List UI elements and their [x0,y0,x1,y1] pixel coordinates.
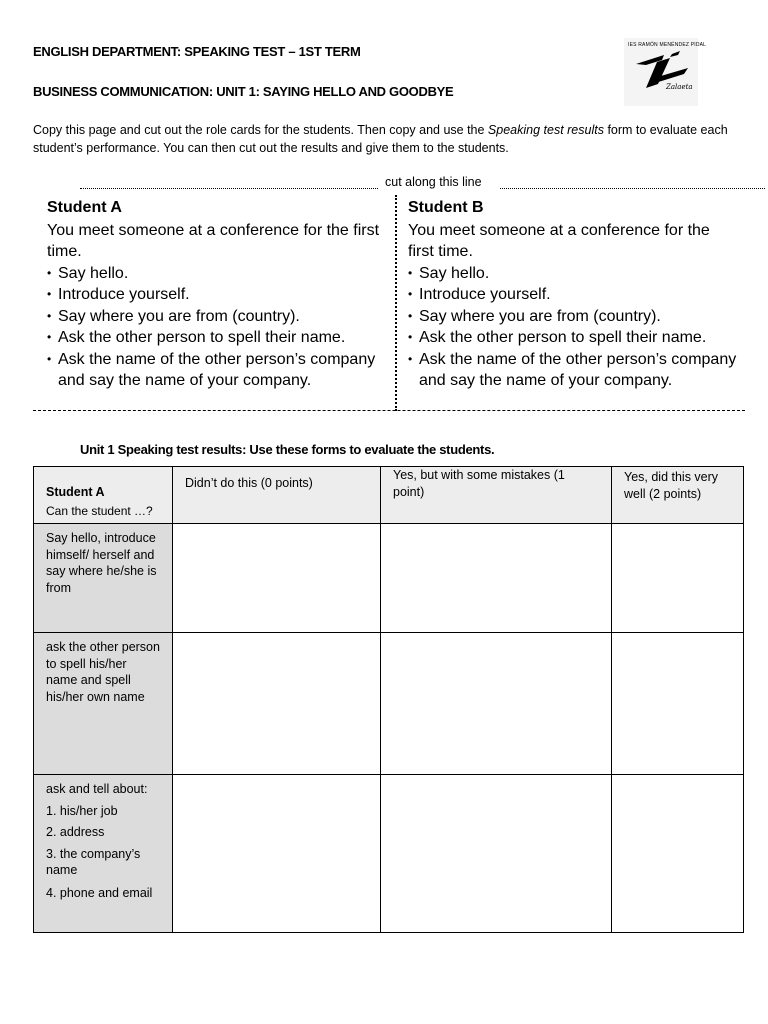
instructions-paragraph: Copy this page and cut out the role cards for the students. Then copy and use the Speaking test results form to evaluate each student’s performance. You can then cut out the results and give them to the students. [33,123,728,155]
criterion-item: 4. phone and email [46,885,153,900]
card-divider [395,195,397,411]
role-card-task: • Say where you are from (country). [408,306,738,328]
header-question-label: Can the student …? [46,503,153,518]
score-cell[interactable] [612,775,744,933]
role-card-task: • Ask the other person to spell their name. [408,327,738,349]
role-card-title: Student B [408,199,484,216]
role-card-task: • Say hello. [47,263,387,285]
criterion-cell: Say hello, introduce himself/ herself and say where he/she is from [34,524,173,633]
header-subtitle: BUSINESS COMMUNICATION: UNIT 1: SAYING HELLO AND GOODBYE [33,84,454,99]
header-col-two-points: Yes, did this very well (2 points) [612,467,744,524]
results-title: Unit 1 Speaking test results: Use these forms to evaluate the students. [80,442,495,457]
role-card-intro: You meet someone at a conference for the first time. [408,221,710,260]
role-card-student-a [47,197,387,392]
cut-line-label: cut along this line [385,175,482,189]
score-cell[interactable] [381,775,612,933]
role-card-task: • Introduce yourself. [47,284,387,306]
score-cell[interactable] [381,633,612,775]
criterion-item: 3. the company’s name [46,846,141,877]
instructions-emphasis: Speaking test results [487,123,604,137]
logo-signature: Zalaeta [666,83,693,91]
score-cell[interactable] [173,633,381,775]
role-card-task: • Ask the name of the other person’s company and say the name of your company. [408,349,738,392]
criterion-item: 1. his/her job [46,803,118,818]
role-card-task: • Ask the name of the other person’s company and say the name of your company. [47,349,387,392]
school-logo [624,38,707,106]
table-row [34,524,744,633]
role-card-task: • Ask the other person to spell their name. [47,327,387,349]
header-col-one-point: Yes, but with some mistakes (1 point) [381,467,612,524]
logo-school-name: IES RAMÓN MENÉNDEZ PIDAL [628,42,707,48]
score-cell[interactable] [173,775,381,933]
header-student-label: Student A [46,485,105,499]
cut-line-bottom [33,410,745,411]
table-row [34,775,744,933]
criterion-intro: ask and tell about: [46,782,148,796]
role-card-tasks [408,263,738,392]
score-cell[interactable] [381,524,612,633]
score-cell[interactable] [612,524,744,633]
header-col-zero-points: Didn’t do this (0 points) [173,467,381,524]
header-title: ENGLISH DEPARTMENT: SPEAKING TEST – 1ST TERM [33,44,361,59]
header-student-cell [34,467,173,524]
criterion-cell: ask the other person to spell his/her name and spell his/her own name [34,633,173,775]
logo-mark-icon [624,38,698,106]
results-table [33,466,744,933]
cut-line-left [80,188,378,189]
score-cell[interactable] [612,633,744,775]
role-card-title: Student A [47,199,122,216]
criterion-item: 2. address [46,825,105,839]
role-card-intro: You meet someone at a conference for the first time. [47,221,380,260]
cut-line-right [500,188,765,189]
table-row [34,633,744,775]
role-card-student-b [408,197,738,392]
role-card-tasks [47,263,387,392]
table-header-row [34,467,744,524]
criterion-cell [34,775,173,933]
role-card-task: • Say hello. [408,263,738,285]
role-card-task: • Say where you are from (country). [47,306,387,328]
score-cell[interactable] [173,524,381,633]
role-card-task: • Introduce yourself. [408,284,738,306]
